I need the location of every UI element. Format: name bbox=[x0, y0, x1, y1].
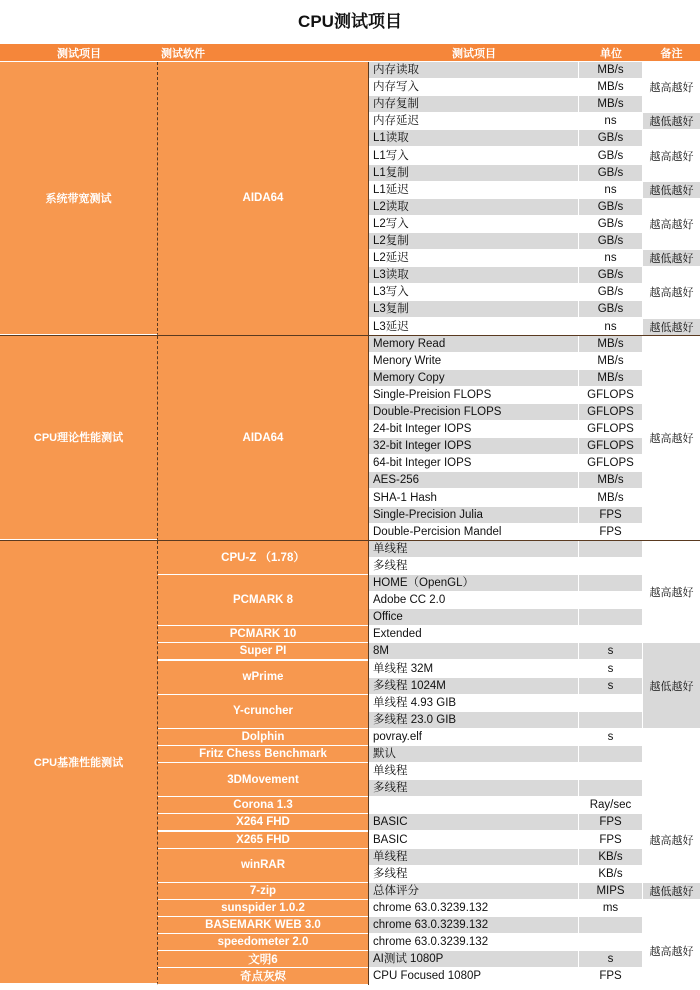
table-row-unit: ns bbox=[579, 113, 643, 130]
software-cell: CPU-Z （1.78） bbox=[158, 541, 369, 575]
table-row-unit: GFLOPS bbox=[579, 387, 643, 404]
table-row-item: Office bbox=[369, 609, 579, 626]
table-row-unit: GFLOPS bbox=[579, 421, 643, 438]
table-row-unit bbox=[579, 780, 643, 797]
table-row-item: Double-Percision Mandel bbox=[369, 524, 579, 541]
header-note: 备注 bbox=[643, 44, 700, 62]
cpu-test-table bbox=[0, 44, 700, 990]
table-row-item: AES-256 bbox=[369, 472, 579, 489]
table-row-unit: MB/s bbox=[579, 62, 643, 79]
table-row-unit: s bbox=[579, 678, 643, 695]
table-row-unit: KB/s bbox=[579, 849, 643, 866]
column-divider bbox=[368, 62, 369, 985]
table-row-unit bbox=[579, 746, 643, 763]
software-cell: winRAR bbox=[158, 849, 369, 883]
table-row-item: L2延迟 bbox=[369, 250, 579, 267]
table-row-unit: GB/s bbox=[579, 216, 643, 233]
software-cell: 文明6 bbox=[158, 951, 369, 968]
table-row-unit: GFLOPS bbox=[579, 438, 643, 455]
table-row-item: L2复制 bbox=[369, 233, 579, 250]
table-row-unit: GB/s bbox=[579, 267, 643, 284]
table-row-unit: ns bbox=[579, 182, 643, 199]
table-row-item: 单线程 bbox=[369, 849, 579, 866]
software-cell: AIDA64 bbox=[158, 336, 369, 541]
table-row-unit: GFLOPS bbox=[579, 455, 643, 472]
header-item: 测试项目 bbox=[369, 44, 579, 62]
table-row-item: 总体评分 bbox=[369, 883, 579, 900]
table-row-unit bbox=[579, 541, 643, 558]
note-cell bbox=[643, 729, 700, 797]
section-divider bbox=[0, 540, 700, 541]
table-row-unit bbox=[579, 558, 643, 575]
table-row-unit: FPS bbox=[579, 814, 643, 831]
table-row-unit: KB/s bbox=[579, 866, 643, 883]
table-row-unit: s bbox=[579, 643, 643, 660]
table-row-item: 内存延迟 bbox=[369, 113, 579, 130]
software-cell: 奇点灰烬 bbox=[158, 968, 369, 985]
table-row-item: L2写入 bbox=[369, 216, 579, 233]
table-row-unit: s bbox=[579, 951, 643, 968]
note-cell: 越低越好 bbox=[643, 250, 700, 267]
table-row-item: 默认 bbox=[369, 746, 579, 763]
table-row-item: Adobe CC 2.0 bbox=[369, 592, 579, 609]
table-row-unit bbox=[579, 592, 643, 609]
table-row-unit: MB/s bbox=[579, 353, 643, 370]
table-row-item: 内存写入 bbox=[369, 79, 579, 96]
table-row-unit bbox=[579, 626, 643, 643]
table-row-item: AI测试 1080P bbox=[369, 951, 579, 968]
software-cell: AIDA64 bbox=[158, 62, 369, 336]
table-row-item: L3延迟 bbox=[369, 319, 579, 336]
software-cell: 7-zip bbox=[158, 883, 369, 900]
software-cell: sunspider 1.0.2 bbox=[158, 900, 369, 917]
category-cell: CPU基准性能测试 bbox=[0, 541, 158, 986]
note-cell bbox=[643, 900, 700, 917]
table-row-unit: MB/s bbox=[579, 472, 643, 489]
software-cell: Corona 1.3 bbox=[158, 797, 369, 814]
table-row-item: 单线程 bbox=[369, 763, 579, 780]
table-row-item: Extended bbox=[369, 626, 579, 643]
table-row-unit: FPS bbox=[579, 524, 643, 541]
table-row-item bbox=[369, 797, 579, 814]
table-row-unit bbox=[579, 609, 643, 626]
table-row-unit bbox=[579, 695, 643, 712]
software-cell: BASEMARK WEB 3.0 bbox=[158, 917, 369, 934]
table-row-unit: FPS bbox=[579, 832, 643, 849]
table-row-item: HOME（OpenGL） bbox=[369, 575, 579, 592]
table-row-item: 多线程 bbox=[369, 866, 579, 883]
table-row-unit: GB/s bbox=[579, 165, 643, 182]
note-cell: 越高越好 bbox=[643, 917, 700, 985]
table-row-unit: ms bbox=[579, 900, 643, 917]
table-row-unit: GB/s bbox=[579, 233, 643, 250]
table-row-unit: ns bbox=[579, 319, 643, 336]
header-unit: 单位 bbox=[579, 44, 643, 62]
table-row-item: 多线程 bbox=[369, 558, 579, 575]
category-cell: 系统带宽测试 bbox=[0, 62, 158, 336]
table-row-item: 多线程 bbox=[369, 780, 579, 797]
software-cell: PCMARK 10 bbox=[158, 626, 369, 643]
table-row-item: chrome 63.0.3239.132 bbox=[369, 917, 579, 934]
table-row-item: SHA-1 Hash bbox=[369, 490, 579, 507]
table-row-item: chrome 63.0.3239.132 bbox=[369, 900, 579, 917]
table-row-item: 多线程 1024M bbox=[369, 678, 579, 695]
table-row-unit: GFLOPS bbox=[579, 404, 643, 421]
table-row-unit: s bbox=[579, 729, 643, 746]
table-row-unit: Ray/sec bbox=[579, 797, 643, 814]
table-row-item: 24-bit Integer IOPS bbox=[369, 421, 579, 438]
table-row-unit: MB/s bbox=[579, 79, 643, 96]
note-cell: 越高越好 bbox=[643, 130, 700, 181]
note-cell: 越高越好 bbox=[643, 267, 700, 318]
header-software: 测试软件 bbox=[158, 44, 369, 62]
page-title: CPU测试项目 bbox=[298, 12, 402, 31]
table-row-item: BASIC bbox=[369, 832, 579, 849]
software-cell: Fritz Chess Benchmark bbox=[158, 746, 369, 763]
table-row-unit: FPS bbox=[579, 507, 643, 524]
table-row-unit: FPS bbox=[579, 968, 643, 985]
category-cell: CPU理论性能测试 bbox=[0, 336, 158, 541]
table-row-unit: MB/s bbox=[579, 336, 643, 353]
table-row-item: L1延迟 bbox=[369, 182, 579, 199]
software-cell: 3DMovement bbox=[158, 763, 369, 797]
table-row-item: L3复制 bbox=[369, 301, 579, 318]
table-row-item: L1写入 bbox=[369, 148, 579, 165]
table-row-unit bbox=[579, 917, 643, 934]
table-row-item: 8M bbox=[369, 643, 579, 660]
table-row-unit: MIPS bbox=[579, 883, 643, 900]
software-cell: PCMARK 8 bbox=[158, 575, 369, 626]
note-cell: 越高越好 bbox=[643, 797, 700, 883]
table-row-item: L1读取 bbox=[369, 130, 579, 147]
table-row-unit: GB/s bbox=[579, 284, 643, 301]
table-row-item: Memory Read bbox=[369, 336, 579, 353]
note-cell: 越高越好 bbox=[643, 62, 700, 113]
note-cell: 越低越好 bbox=[643, 643, 700, 729]
table-row-item: L3写入 bbox=[369, 284, 579, 301]
note-cell: 越高越好 bbox=[643, 541, 700, 644]
note-cell: 越高越好 bbox=[643, 199, 700, 250]
note-cell: 越低越好 bbox=[643, 319, 700, 336]
table-row-item: BASIC bbox=[369, 814, 579, 831]
table-row-unit: GB/s bbox=[579, 148, 643, 165]
software-cell: wPrime bbox=[158, 661, 369, 695]
table-row-item: Single-Precision Julia bbox=[369, 507, 579, 524]
table-row-unit: s bbox=[579, 661, 643, 678]
table-row-unit: GB/s bbox=[579, 130, 643, 147]
table-row-unit: GB/s bbox=[579, 301, 643, 318]
software-cell: Super PI bbox=[158, 643, 369, 660]
table-row-unit: MB/s bbox=[579, 96, 643, 113]
table-row-item: 单线程 32M bbox=[369, 661, 579, 678]
table-row-item: povray.elf bbox=[369, 729, 579, 746]
table-row-unit: MB/s bbox=[579, 370, 643, 387]
table-row-unit: ns bbox=[579, 250, 643, 267]
note-cell: 越低越好 bbox=[643, 883, 700, 900]
table-row-item: L3读取 bbox=[369, 267, 579, 284]
table-row-unit bbox=[579, 575, 643, 592]
software-cell: speedometer 2.0 bbox=[158, 934, 369, 951]
software-cell: Dolphin bbox=[158, 729, 369, 746]
table-row-item: Memory Copy bbox=[369, 370, 579, 387]
table-row-item: chrome 63.0.3239.132 bbox=[369, 934, 579, 951]
table-row-item: 内存读取 bbox=[369, 62, 579, 79]
table-row-unit: GB/s bbox=[579, 199, 643, 216]
table-row-item: 32-bit Integer IOPS bbox=[369, 438, 579, 455]
table-row-item: Double-Precision FLOPS bbox=[369, 404, 579, 421]
software-cell: X264 FHD bbox=[158, 814, 369, 831]
table-row-unit bbox=[579, 712, 643, 729]
note-cell: 越低越好 bbox=[643, 113, 700, 130]
software-cell: X265 FHD bbox=[158, 832, 369, 849]
table-row-unit: MB/s bbox=[579, 490, 643, 507]
software-cell: Y-cruncher bbox=[158, 695, 369, 729]
table-row-unit bbox=[579, 934, 643, 951]
header-category: 测试项目 bbox=[0, 44, 158, 62]
section-divider bbox=[0, 335, 700, 336]
note-cell: 越高越好 bbox=[643, 336, 700, 541]
note-cell: 越低越好 bbox=[643, 182, 700, 199]
table-row-unit bbox=[579, 763, 643, 780]
table-row-item: 64-bit Integer IOPS bbox=[369, 455, 579, 472]
table-row-item: L2读取 bbox=[369, 199, 579, 216]
table-row-item: Single-Preision FLOPS bbox=[369, 387, 579, 404]
table-row-item: 单线程 bbox=[369, 541, 579, 558]
table-row-item: 单线程 4.93 GIB bbox=[369, 695, 579, 712]
table-row-item: 多线程 23.0 GIB bbox=[369, 712, 579, 729]
table-row-item: CPU Focused 1080P bbox=[369, 968, 579, 985]
table-row-item: 内存复制 bbox=[369, 96, 579, 113]
table-row-item: L1复制 bbox=[369, 165, 579, 182]
table-row-item: Menory Write bbox=[369, 353, 579, 370]
